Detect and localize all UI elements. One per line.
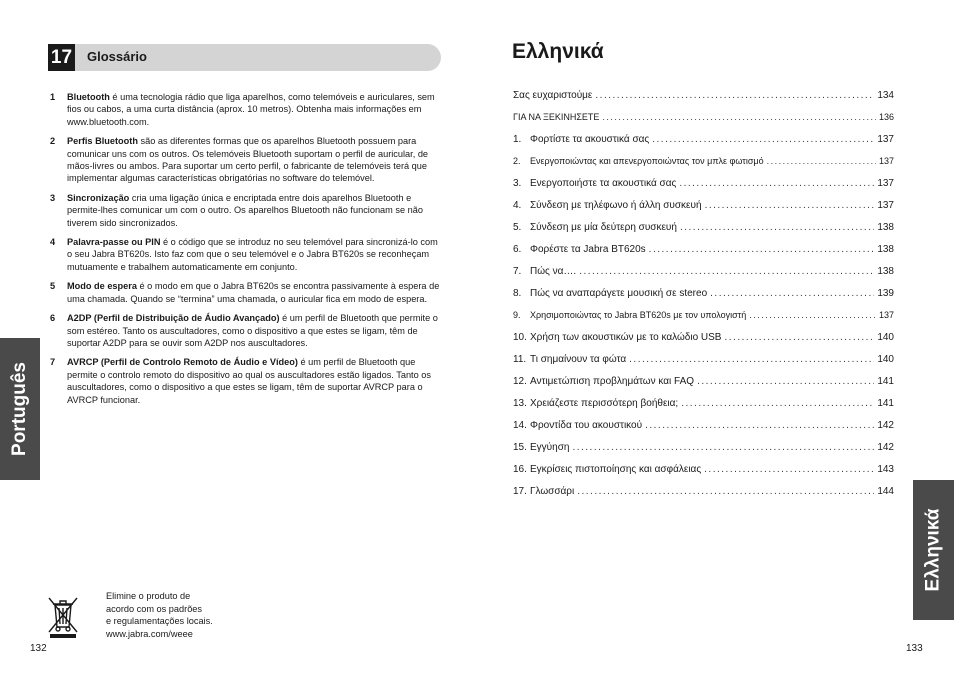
toc-entry-number: 7. <box>513 266 522 277</box>
glossary-number: 6 <box>50 313 56 324</box>
toc-entry-number: 13. <box>513 398 527 409</box>
toc-entry[interactable] <box>513 200 894 222</box>
toc-leader-dots <box>724 332 874 343</box>
toc-entry-label: Ενεργοποιήστε τα ακουστικά σας <box>530 178 677 189</box>
toc-entry-page: 137 <box>878 156 894 166</box>
toc-entry[interactable] <box>513 288 894 310</box>
toc-leader-dots <box>680 222 874 233</box>
section-header <box>48 44 441 71</box>
glossary-number: 7 <box>50 357 56 368</box>
toc-leader-dots <box>767 156 876 166</box>
toc-entry-number: 15. <box>513 442 527 453</box>
section-title: Glossário <box>87 49 147 64</box>
toc-entry[interactable] <box>513 178 894 200</box>
toc-entry-label: Χρήση των ακουστικών με το καλώδιο USB <box>530 332 722 343</box>
glossary-number: 4 <box>50 237 56 248</box>
toc-entry-page: 137 <box>878 310 894 320</box>
glossary-definition: é o modo em que o Jabra BT620s se encontra passivamente à espera de uma chamada. Quando se “termina” uma chamada, o auricular fica em modo de espera. <box>67 281 440 304</box>
glossary-term: Perfis Bluetooth <box>67 136 138 147</box>
weee-line: Elimine o produto de <box>106 591 191 601</box>
toc-entry[interactable] <box>513 354 894 376</box>
toc-entry-page: 134 <box>877 90 894 101</box>
toc-entry[interactable] <box>513 156 894 178</box>
toc-entry-label: Εγκρίσεις πιστοποίησης και ασφάλειας <box>530 464 702 475</box>
glossary-definition: é o código que se introduz no seu telemóvel para sincronizá-lo com o seu Jabra BT620s. Isto faz com que o seu telemóvel e o Jabra BT620s se reconheçam mutuamente e trabalhem automaticamente em conjunto. <box>67 237 438 272</box>
toc-entry[interactable] <box>513 486 894 508</box>
toc-leader-dots <box>681 398 874 409</box>
toc-entry[interactable] <box>513 376 894 398</box>
glossary-definition: cria uma ligação única e encriptada entre dois aparelhos Bluetooth e permite-lhes comunicar um com o outro. Os aparelhos Bluetooth não funcionam se não tiverem sido sincronizados. <box>67 192 423 228</box>
glossary-definition: é um perfil de Bluetooth que permite o controlo remoto do dispositivo ao qual os auscultadores estão ligados. Tanto os auscultadores, como o dispositivo a que estes se ligam, têm de suportar AVRCP para o AVRCP funcionar. <box>67 357 431 405</box>
toc-entry-label: Φορέστε τα Jabra BT620s <box>530 244 646 255</box>
toc-entry-number: 1. <box>513 134 522 145</box>
toc-entry-number: 17. <box>513 486 527 497</box>
glossary-number: 5 <box>50 281 56 292</box>
toc-entry-number: 2. <box>513 156 521 166</box>
toc-leader-dots <box>629 354 874 365</box>
toc-entry[interactable] <box>513 266 894 288</box>
toc-entry[interactable] <box>513 420 894 442</box>
glossary-definition: é um perfil de Bluetooth que permite o som estéreo. Tanto os auscultadores, como o dispositivo a que estes se ligam, têm de suportar A2DP para se ouvir som A2DP nos auscultadores. <box>67 313 438 348</box>
language-tab-label: Português <box>9 362 31 456</box>
toc-entry-label: Σας ευχαριστούμε <box>513 90 593 101</box>
toc-entry-page: 140 <box>877 354 894 365</box>
glossary-definition: são as diferentes formas que os aparelhos Bluetooth possuem para comunicar uns com os outros. Os telemóveis Bluetooth suportam o perfil de auricular, de mãos-livres ou ambos. Para suportar um certo perfil, o fabricante de telemóveis terá que implementar algumas características obrigatórias no software do telemóvel. <box>67 136 429 184</box>
weee-disposal-note <box>106 590 266 640</box>
section-number: 17 <box>48 44 75 71</box>
toc-entry-page: 140 <box>877 332 894 343</box>
toc-entry-page: 137 <box>877 200 894 211</box>
glossary-item <box>50 236 445 273</box>
toc-entry-number: 11. <box>513 354 527 365</box>
toc-entry-page: 142 <box>877 420 894 431</box>
toc-entry[interactable] <box>513 90 894 112</box>
toc-entry-number: 4. <box>513 200 522 211</box>
toc-entry[interactable] <box>513 222 894 244</box>
toc-entry-label: Ενεργοποιώντας και απενεργοποιώντας τον μπλε φωτισμό <box>530 156 764 166</box>
glossary-item <box>50 91 445 128</box>
toc-entry[interactable] <box>513 112 894 134</box>
toc-entry-page: 137 <box>877 178 894 189</box>
toc-leader-dots <box>679 178 874 189</box>
weee-line: e regulamentações locais. <box>106 616 213 627</box>
glossary-item <box>50 192 445 229</box>
toc-leader-dots <box>705 200 875 211</box>
toc-entry-page: 136 <box>878 112 894 122</box>
glossary-number: 2 <box>50 136 56 147</box>
toc-entry[interactable] <box>513 310 894 332</box>
toc-entry[interactable] <box>513 134 894 156</box>
page-title: Ελληνικά <box>512 40 604 63</box>
toc-entry[interactable] <box>513 464 894 486</box>
toc-leader-dots <box>704 464 874 475</box>
toc-entry[interactable] <box>513 244 894 266</box>
crossed-out-wheelie-bin-icon <box>47 595 79 639</box>
glossary-term: Modo de espera <box>67 281 137 292</box>
glossary-list <box>50 91 445 413</box>
toc-entry-number: 8. <box>513 288 522 299</box>
toc-entry-number: 6. <box>513 244 522 255</box>
toc-entry-page: 138 <box>877 222 894 233</box>
toc-entry-label: Εγγύηση <box>530 442 570 453</box>
toc-entry-label: ΓΙΑ ΝΑ ΞΕΚΙΝΗΣΕΤΕ <box>513 112 600 122</box>
toc-entry[interactable] <box>513 398 894 420</box>
glossary-term: A2DP (Perfil de Distribuição de Áudio Avançado) <box>67 313 280 324</box>
toc-entry-page: 138 <box>877 244 894 255</box>
glossary-term: AVRCP (Perfil de Controlo Remoto de Áudio e Vídeo) <box>67 357 298 368</box>
glossary-item <box>50 280 445 305</box>
toc-entry-number: 14. <box>513 420 527 431</box>
toc-entry-label: Φροντίδα του ακουστικού <box>530 420 643 431</box>
toc-entry-page: 137 <box>877 134 894 145</box>
page-number-right: 133 <box>906 643 923 654</box>
toc-entry-number: 12. <box>513 376 527 387</box>
toc-entry-number: 10. <box>513 332 527 343</box>
toc-leader-dots <box>649 244 875 255</box>
toc-entry-label: Πώς να αναπαράγετε μουσική σε stereo <box>530 288 708 299</box>
toc-leader-dots <box>697 376 874 387</box>
toc-entry-label: Γλωσσάρι <box>530 486 575 497</box>
glossary-number: 3 <box>50 192 56 203</box>
toc-leader-dots <box>749 310 876 320</box>
toc-entry-number: 16. <box>513 464 527 475</box>
toc-entry-page: 143 <box>877 464 894 475</box>
toc-leader-dots <box>572 442 874 453</box>
glossary-term: Bluetooth <box>67 92 110 102</box>
toc-entry-label: Αντιμετώπιση προβλημάτων και FAQ <box>530 376 695 387</box>
toc-leader-dots <box>602 112 876 122</box>
toc-entry-label: Πώς να…. <box>530 266 577 277</box>
toc-entry-label: Σύνδεση με τηλέφωνο ή άλλη συσκευή <box>530 200 702 211</box>
language-tab-portuguese <box>0 338 40 480</box>
glossary-term: Sincronização <box>67 192 130 203</box>
glossary-item <box>50 135 445 185</box>
toc-leader-dots <box>595 90 874 101</box>
toc-leader-dots <box>579 266 874 277</box>
toc-entry-page: 141 <box>877 376 894 387</box>
language-tab-greek <box>913 480 954 620</box>
toc-entry-number: 3. <box>513 178 522 189</box>
toc-entry-page: 138 <box>877 266 894 277</box>
toc-leader-dots <box>710 288 874 299</box>
toc-entry-label: Τι σημαίνουν τα φώτα <box>530 354 627 365</box>
toc-entry-number: 5. <box>513 222 522 233</box>
toc-entry-page: 139 <box>877 288 894 299</box>
weee-url[interactable]: www.jabra.com/weee <box>106 628 193 639</box>
toc-entry[interactable] <box>513 332 894 354</box>
toc-entry-label: Σύνδεση με μία δεύτερη συσκευή <box>530 222 677 233</box>
language-tab-label: Ελληνικά <box>922 508 944 592</box>
toc-entry-label: Χρειάζεστε περισσότερη βοήθεια; <box>530 398 679 409</box>
toc-entry-label: Χρησιμοποιώντας το Jabra BT620s με τον υπολογιστή <box>530 310 747 320</box>
toc-leader-dots <box>645 420 874 431</box>
glossary-definition: é uma tecnologia rádio que liga aparelhos, como telemóveis e auriculares, sem fios ou cabos, a uma curta distância (aprox. 10 metros). Obtenha mais informações em www.bluetooth.com. <box>67 92 435 127</box>
toc-entry-page: 141 <box>877 398 894 409</box>
toc-entry-label: Φορτίστε τα ακουστικά σας <box>530 134 650 145</box>
glossary-item <box>50 356 445 406</box>
toc-leader-dots <box>652 134 874 145</box>
toc-entry-number: 9. <box>513 310 521 320</box>
glossary-term: Palavra-passe ou PIN <box>67 237 161 248</box>
toc-leader-dots <box>577 486 874 497</box>
glossary-item <box>50 312 445 349</box>
toc-entry-page: 144 <box>877 486 894 497</box>
toc-entry[interactable] <box>513 442 894 464</box>
table-of-contents <box>513 90 894 508</box>
toc-entry-page: 142 <box>877 442 894 453</box>
weee-line: acordo com os padrões <box>106 603 203 614</box>
glossary-number: 1 <box>50 92 56 102</box>
page-number-left: 132 <box>30 643 47 654</box>
